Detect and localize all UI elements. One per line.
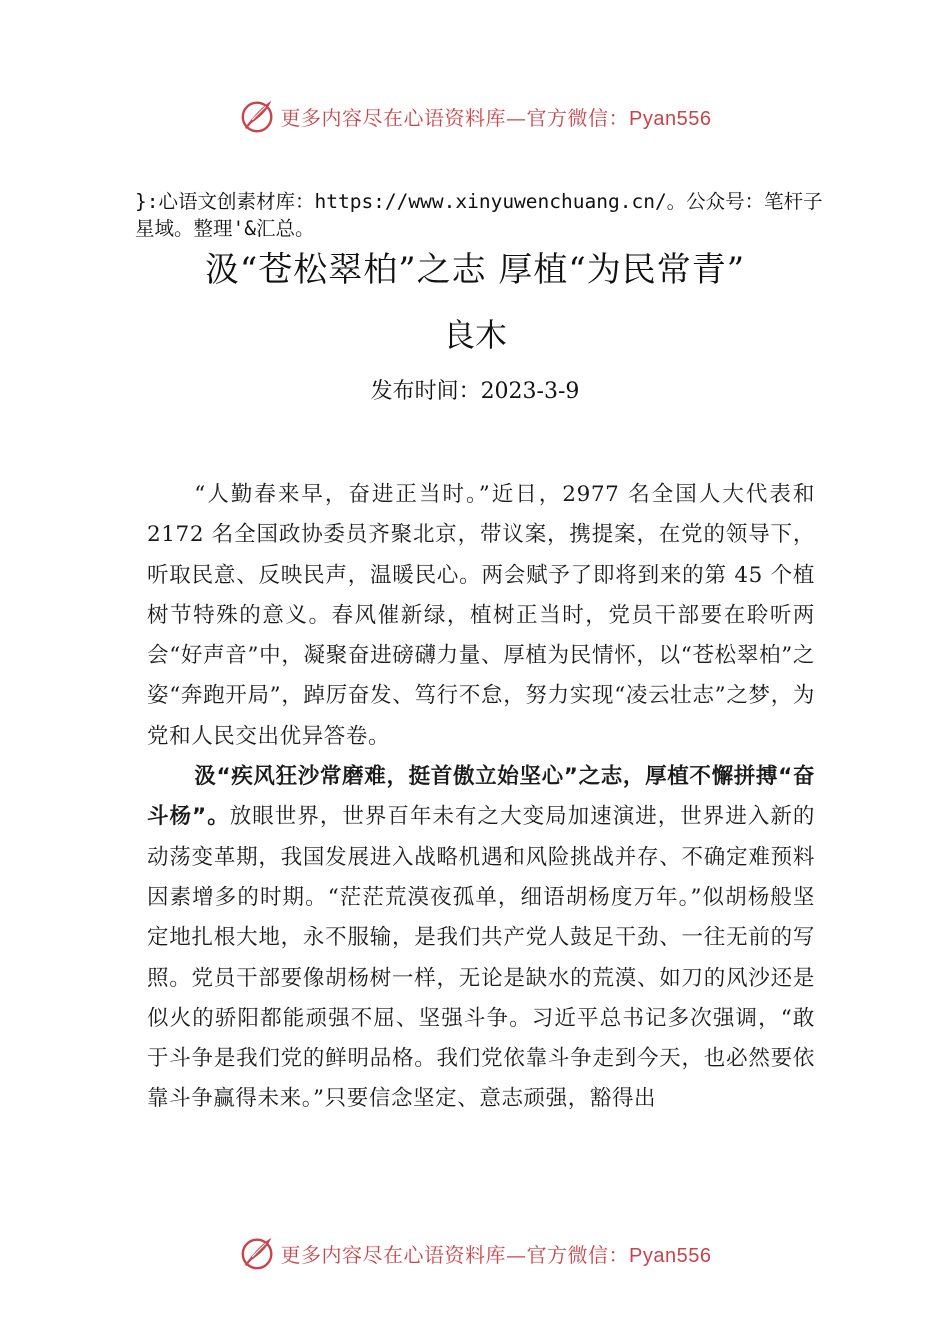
article-title: 汲“苍松翠柏”之志 厚植“为民常青” — [204, 250, 746, 290]
article-author: 良木 — [442, 316, 507, 354]
paragraph-2-lead: 汲“疾风狂沙常磨难，挺首傲立始坚心”之志，厚植不懈拼搏“奋斗杨”。 — [147, 764, 815, 830]
footer-banner-text: 更多内容尽在心语资料库—官方微信：Pyan556 — [280, 1242, 712, 1267]
wechat-handle: Pyan556 — [629, 107, 712, 130]
header-banner — [0, 96, 950, 136]
quill-pen-logo-icon — [239, 1234, 277, 1272]
footer-banner — [0, 1233, 950, 1273]
publish-time: 发布时间：2023-3-9 — [370, 379, 580, 404]
quill-pen-logo-icon — [239, 97, 277, 135]
paragraph-2 — [147, 757, 815, 1120]
wechat-handle: Pyan556 — [629, 1244, 712, 1267]
paragraph-1: “人勤春来早，奋进正当时。”近日，2977 名全国人大代表和 2172 名全国政协委员齐聚北京，带议案，携提案，在党的领导下，听取民意、反映民声，温暖民心。两会赋予了即将到来的第 45 个植树节特殊的意义。春风催新绿，植树正当时，党员干部要在聆听两会“好声音”中，凝聚奋进磅礴力量、厚植为民情怀，以“苍松翠柏”之姿“奔跑开局”，踔厉奋发、笃行不怠，努力实现“凌云壮志”之梦，为党和人民交出优异答卷。 — [147, 482, 815, 749]
header-banner-text: 更多内容尽在心语资料库—官方微信：Pyan556 — [280, 105, 712, 130]
article-body — [147, 475, 815, 1120]
paragraph-2-body: 放眼世界，世界百年未有之大变局加速演进，世界进入新的动荡变革期，我国发展进入战略机遇和风险挑战并存、不确定难预料因素增多的时期。“茫茫荒漠夜孤单，细语胡杨度万年。”似胡杨般坚定地扎根大地，永不服输，是我们共产党人鼓足干劲、一往无前的写照。党员干部要像胡杨树一样，无论是缺水的荒漠、如刀的风沙还是似火的骄阳都能顽强不屈、坚强斗争。习近平总书记多次强调，“敢于斗争是我们党的鲜明品格。我们党依靠斗争走到今天，也必然要依靠斗争赢得未来。”只要信念坚定、意志顽强，豁得出 — [147, 804, 816, 1112]
source-note: }:心语文创素材库：https://www.xinyuwenchuang.cn/。公众号：笔杆子星域。整理'&汇总。 — [135, 190, 823, 240]
